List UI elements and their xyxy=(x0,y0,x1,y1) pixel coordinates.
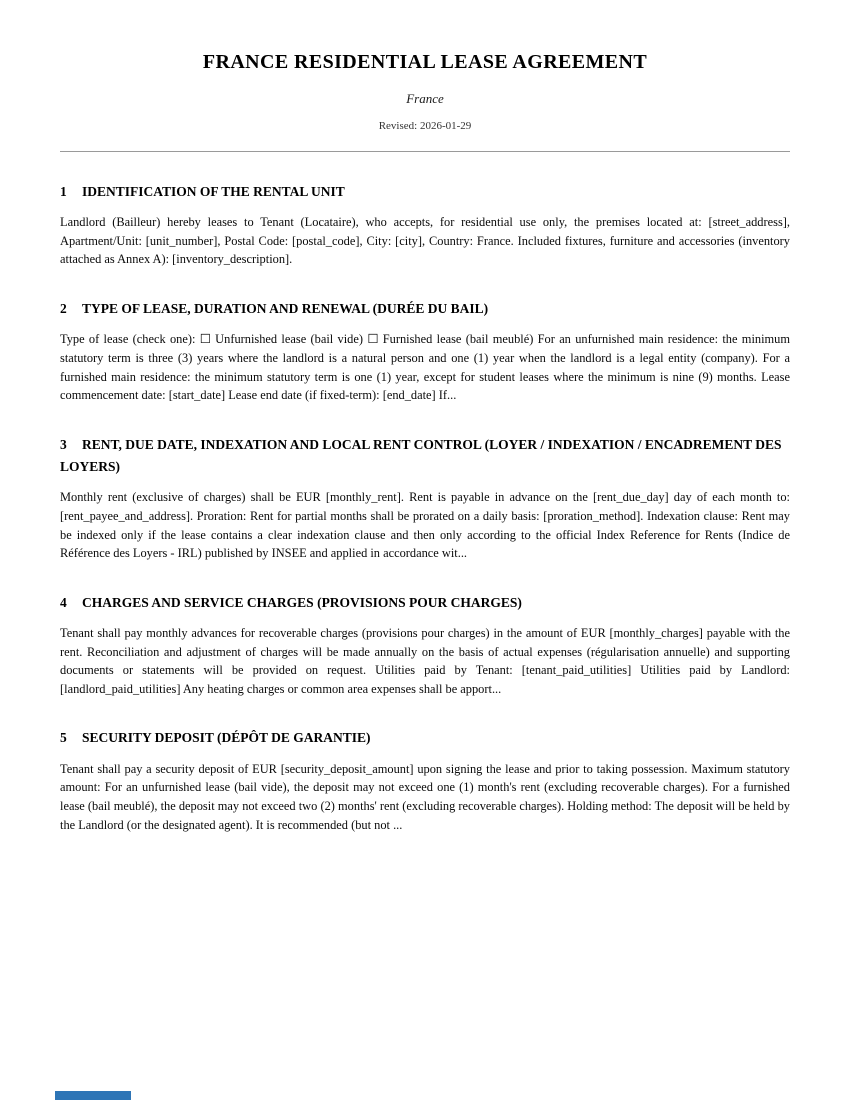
section-number: 2 xyxy=(60,301,67,317)
section-title: RENT, DUE DATE, INDEXATION AND LOCAL RENT CONTROL (LOYER / INDEXATION / ENCADREMENT DES LOYERS) xyxy=(60,436,782,475)
section-heading xyxy=(60,298,790,320)
section-lease-type xyxy=(60,298,790,405)
revision-date: Revised: 2026-01-29 xyxy=(378,120,472,132)
section-heading xyxy=(60,181,790,203)
footer-accent-bar xyxy=(55,1091,131,1100)
section-body: Type of lease (check one): ☐ Unfurnished lease (bail vide) ☐ Furnished lease (bail meublé) For an unfurnished main residence: the minimum statutory term is three (3) years where the landlord is a natural person and one (1) year when the landlord is a legal entity (company). For a furnished main residence: the minimum statutory term is one (1) year, except for student leases where the minimum is nine (9) months. Lease commencement date: [start_date] Lease end date (if fixed-term): [end_date] If... xyxy=(60,332,790,403)
section-number: 1 xyxy=(60,184,67,199)
section-heading xyxy=(60,727,790,749)
section-rent xyxy=(60,434,790,563)
section-number: 5 xyxy=(60,730,67,746)
section-title: CHARGES AND SERVICE CHARGES (PROVISIONS POUR CHARGES) xyxy=(82,594,522,610)
section-identification xyxy=(60,181,790,269)
section-body: Landlord (Bailleur) hereby leases to Tenant (Locataire), who accepts, for residential use only, the premises located at: [street_address], Apartment/Unit: [unit_number], Postal Code: [postal_code], City: [city], Country: France. Included fixtures, furniture and accessories (inventory attached as Annex A): [inventory_description]. xyxy=(60,215,790,267)
section-body: Tenant shall pay a security deposit of EUR [security_deposit_amount] upon signing the lease and prior to taking possession. Maximum statutory amount: For an unfurnished lease (bail vide), the deposit may not exceed one (1) month's rent (excluding recoverable charges). For a furnished lease (bail meublé), the deposit may not exceed two (2) months' rent (excluding recoverable charges). Holding method: The deposit will be held by the Landlord (or the designated agent). It is recommended (but not ... xyxy=(60,761,790,832)
section-number: 4 xyxy=(60,594,67,610)
section-number: 3 xyxy=(60,436,67,452)
section-title: IDENTIFICATION OF THE RENTAL UNIT xyxy=(82,184,345,199)
section-charges xyxy=(60,592,790,699)
section-heading xyxy=(60,434,790,479)
header-divider xyxy=(60,151,790,152)
section-heading xyxy=(60,592,790,614)
document-subtitle: France xyxy=(406,91,444,106)
section-body: Tenant shall pay monthly advances for recoverable charges (provisions pour charges) in the amount of EUR [monthly_charges] payable with the rent. Reconciliation and adjustment of charges will be made annually on the basis of actual expenses (régularisation annuelle) and supporting documents or statements will be provided on request. Utilities paid by Tenant: [tenant_paid_utilities] Utilities paid by Landlord: [landlord_paid_utilities] Any heating charges or common area expenses shall be apport... xyxy=(60,626,790,696)
section-security-deposit xyxy=(60,727,790,834)
section-body: Monthly rent (exclusive of charges) shall be EUR [monthly_rent]. Rent is payable in advance on the [rent_due_day] day of each month to: [rent_payee_and_address]. Proration: Rent for partial months shall be prorated on a daily basis: [proration_method]. Indexation clause: Rent may be indexed only if the lease contains a clear indexation clause and then only according to the official Index Reference for Rents (Indice de Référence des Loyers - IRL) published by INSEE and applied in accordance wit... xyxy=(60,490,790,561)
document-title: FRANCE RESIDENTIAL LEASE AGREEMENT xyxy=(202,51,648,73)
section-title: TYPE OF LEASE, DURATION AND RENEWAL (DURÉE DU BAIL) xyxy=(82,301,489,317)
section-title: SECURITY DEPOSIT (DÉPÔT DE GARANTIE) xyxy=(82,730,371,746)
